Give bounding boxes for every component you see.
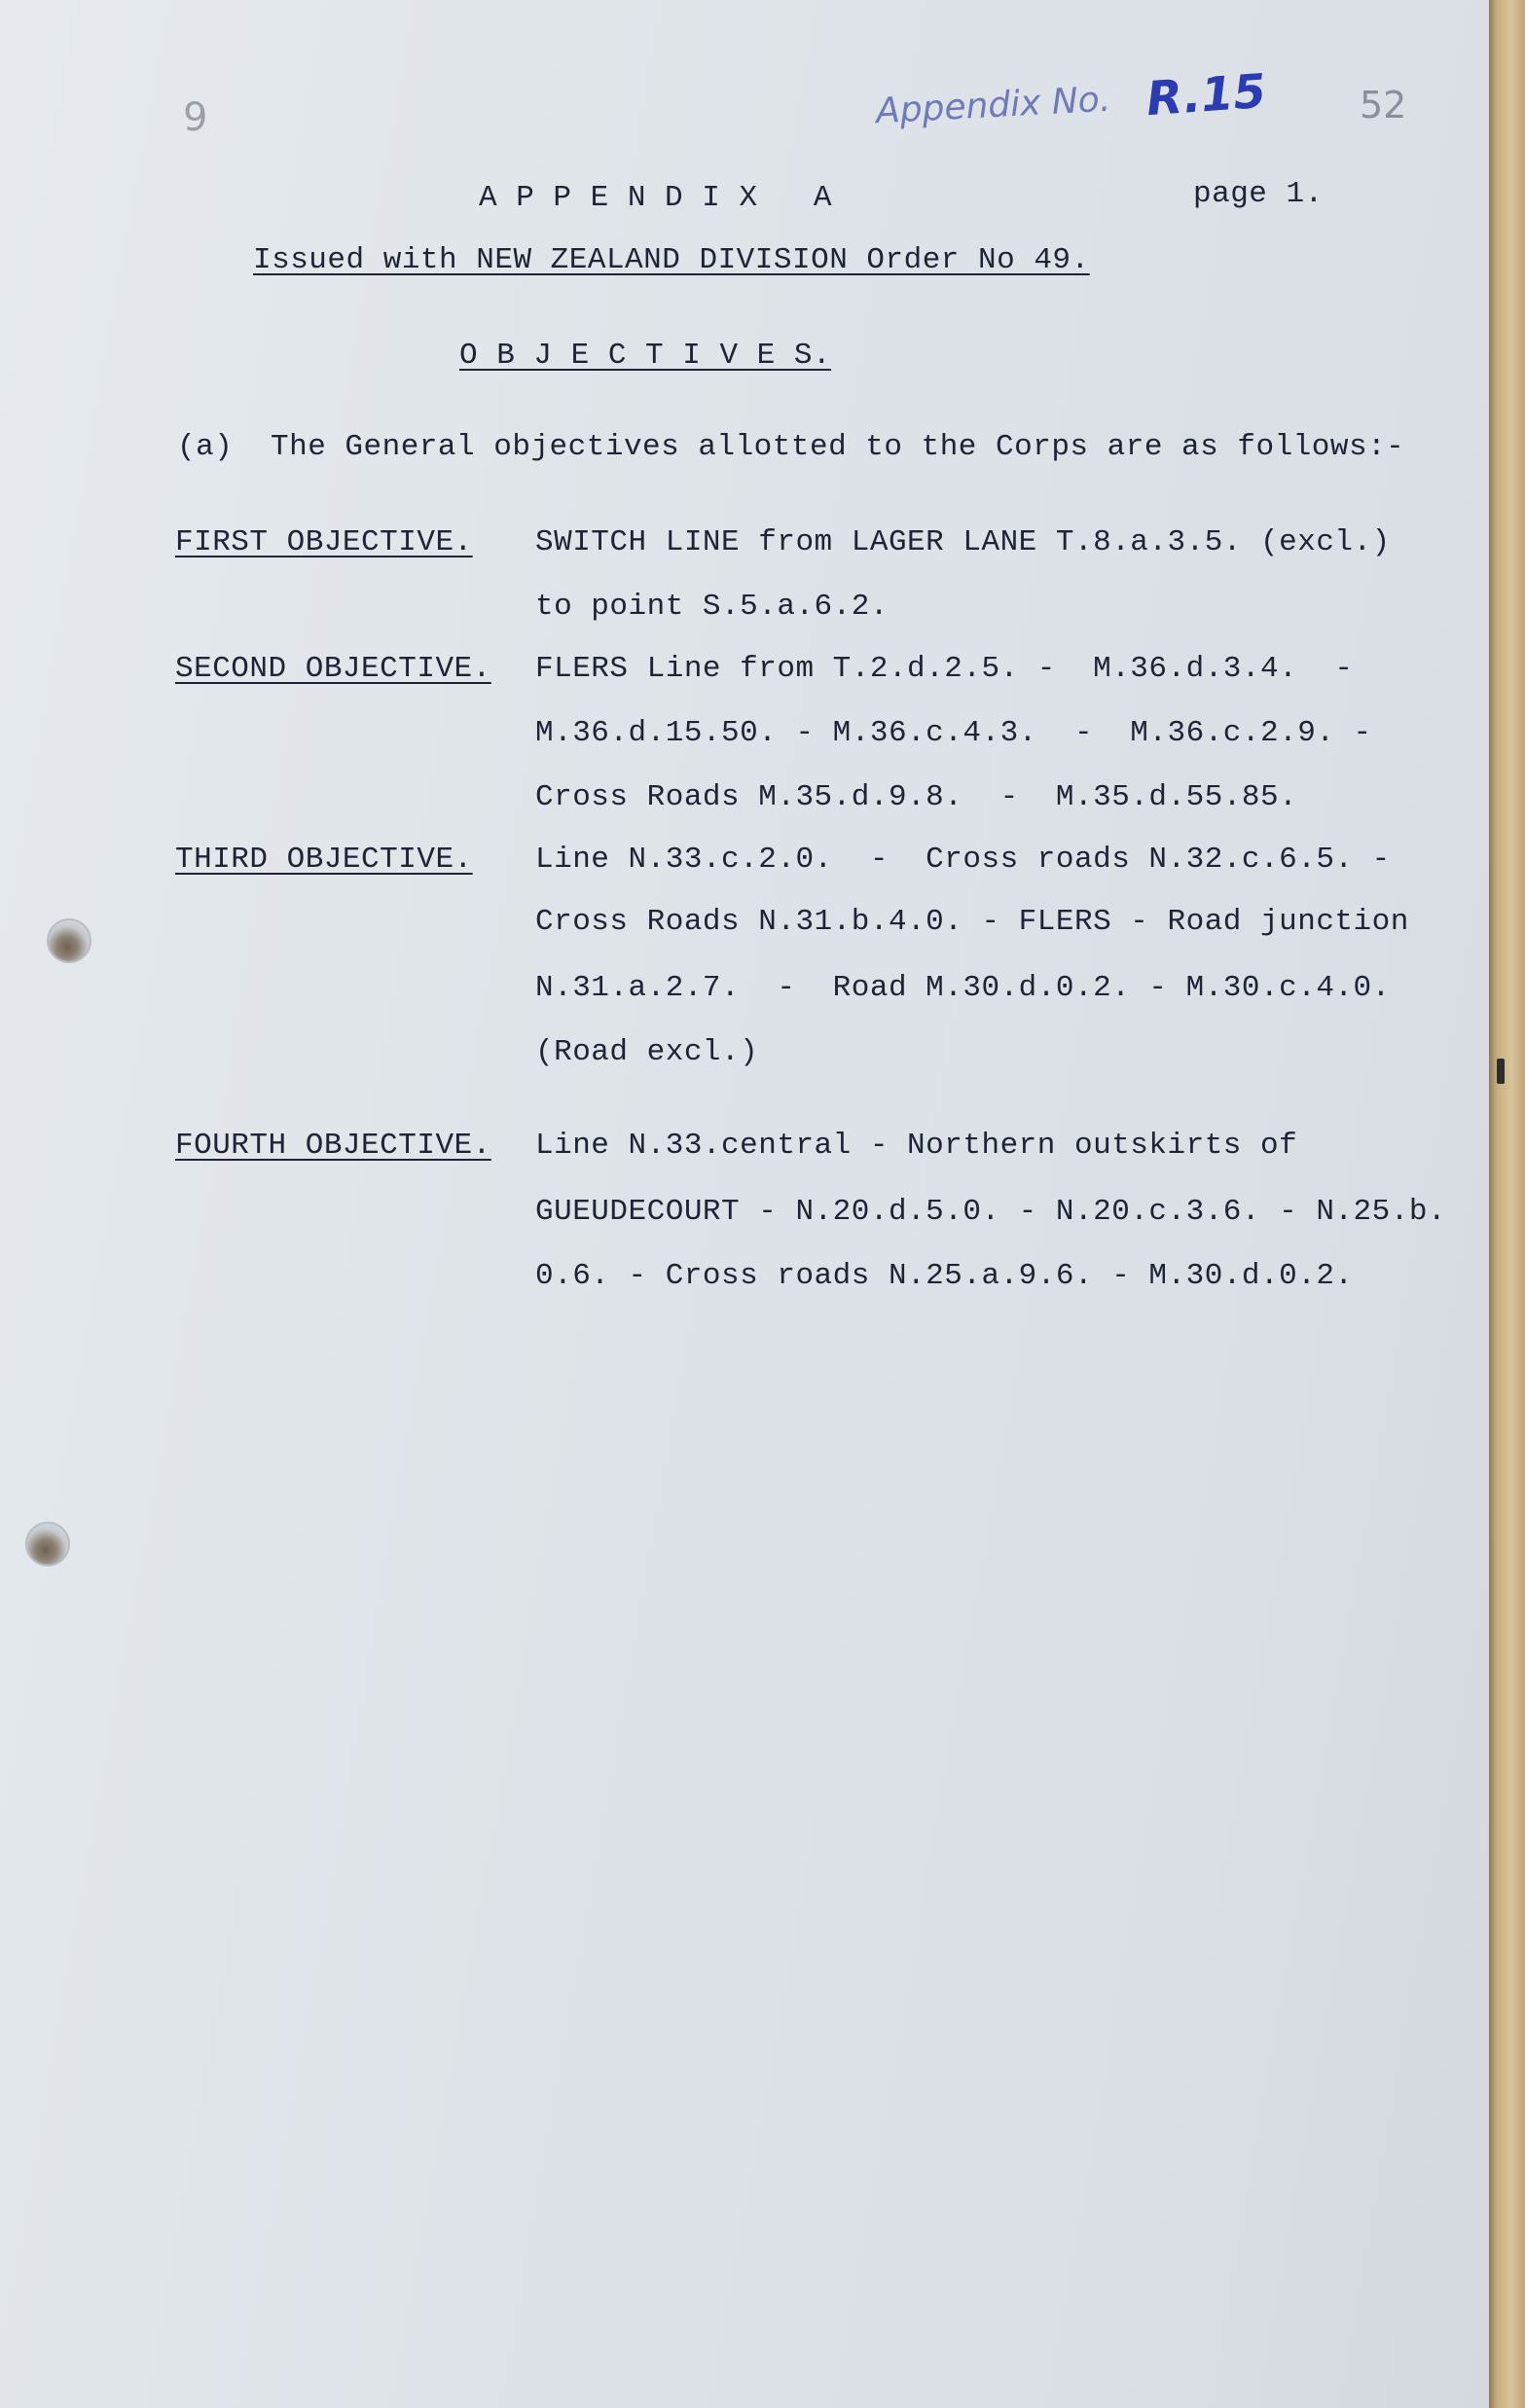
objective-line: N.31.a.2.7. - Road M.30.d.0.2. - M.30.c.4.0.	[535, 971, 1391, 1005]
reference-code: R.15	[1144, 63, 1268, 127]
objective-label-second: SECOND OBJECTIVE.	[175, 652, 491, 686]
folder-edge	[1489, 0, 1525, 2408]
objective-label-first: FIRST OBJECTIVE.	[175, 525, 473, 559]
objective-line: GUEUDECOURT - N.20.d.5.0. - N.20.c.3.6. - N.25.b.	[535, 1195, 1447, 1229]
appendix-stamp: Appendix No.	[875, 79, 1112, 132]
objective-line: M.36.d.15.50. - M.36.c.4.3. - M.36.c.2.9. -	[535, 716, 1372, 750]
punch-hole-icon	[47, 918, 91, 963]
objective-line: 0.6. - Cross roads N.25.a.9.6. - M.30.d.0.2.	[535, 1259, 1354, 1293]
corner-mark: 9	[183, 95, 208, 140]
appendix-title: A P P E N D I X A	[479, 181, 832, 215]
objective-line: Line N.33.c.2.0. - Cross roads N.32.c.6.5. -	[535, 843, 1391, 877]
intro-marker: (a)	[177, 430, 234, 464]
objective-line: Line N.33.central - Northern outskirts of	[535, 1129, 1298, 1163]
objective-label-fourth: FOURTH OBJECTIVE.	[175, 1129, 491, 1163]
folio-number: 52	[1360, 84, 1407, 126]
objective-label-third: THIRD OBJECTIVE.	[175, 843, 473, 877]
objective-line: FLERS Line from T.2.d.2.5. - M.36.d.3.4. -	[535, 652, 1354, 686]
issued-with-line: Issued with NEW ZEALAND DIVISION Order No 49.	[253, 243, 1090, 277]
intro-text: The General objectives allotted to the Corps are as follows:-	[271, 430, 1405, 464]
page-label: page 1.	[1193, 177, 1324, 211]
punch-hole-icon	[25, 1522, 70, 1566]
objective-line: Cross Roads M.35.d.9.8. - M.35.d.55.85.	[535, 780, 1298, 814]
section-title: O B J E C T I V E S.	[459, 339, 832, 373]
objective-line: (Road excl.)	[535, 1035, 759, 1069]
binding-clip-icon	[1497, 1059, 1505, 1084]
objective-line: Cross Roads N.31.b.4.0. - FLERS - Road junction	[535, 905, 1409, 939]
objective-line: SWITCH LINE from LAGER LANE T.8.a.3.5. (excl.)	[535, 525, 1391, 559]
objective-line: to point S.5.a.6.2.	[535, 590, 889, 624]
